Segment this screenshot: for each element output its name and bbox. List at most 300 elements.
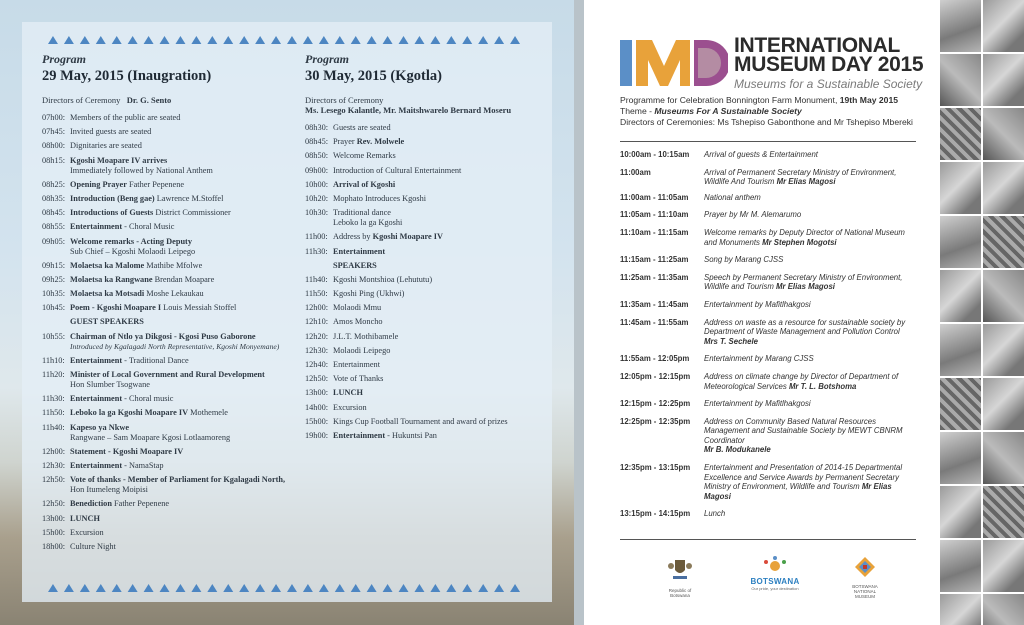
item-desc (333, 151, 545, 161)
program-date: 29 May, 2015 (Inaugration) (42, 68, 212, 84)
item-time: 08h25: (42, 179, 66, 189)
schedule-desc (704, 463, 920, 501)
photo-tile (940, 540, 981, 592)
item-subtext: Introduced by Kgalagadi North Representative, Kgoshi Monyemane) (70, 341, 280, 351)
item-desc (333, 374, 545, 384)
schedule-desc (704, 150, 920, 160)
item-bold: Rev. Molwele (356, 137, 405, 147)
triangle-mark (351, 36, 361, 44)
item-bold: Kapeso ya Nkwe (70, 422, 130, 432)
program-item (42, 113, 292, 123)
triangle-mark (287, 36, 297, 44)
theme-value: Museums For A Sustainable Society (654, 106, 802, 116)
directors-line: Directors of Ceremonies: Ms Tshepiso Gabonthone and Mr Tshepiso Mbereki (620, 117, 913, 127)
schedule-text: Address on Community Based Natural Resources (704, 416, 877, 426)
item-desc (333, 247, 545, 257)
item-desc (333, 123, 545, 133)
schedule-time: 12:35pm - 13:15pm (620, 463, 691, 473)
botswana-wordmark: BOTSWANA (750, 577, 800, 586)
item-text: Kgoshi Ping (Ukhwi) (333, 289, 405, 299)
item-text: Traditional dance (333, 208, 391, 218)
item-desc (333, 332, 545, 342)
schedule-row (620, 318, 920, 347)
triangle-mark (494, 36, 504, 44)
program-date: 30 May, 2015 (Kgotla) (305, 68, 442, 84)
item-time: 11h30: (305, 246, 328, 256)
item-bold: Entertainment (70, 460, 123, 470)
item-time: 08h35: (42, 193, 66, 203)
schedule-line (704, 482, 920, 501)
photo-tile (983, 486, 1024, 538)
item-time: 12h30: (42, 460, 66, 470)
item-desc (333, 194, 545, 204)
program-item (305, 194, 545, 204)
schedule-time: 11:00am - 11:05am (620, 192, 689, 202)
triangle-mark (48, 36, 58, 44)
triangle-mark (144, 36, 154, 44)
schedule-row (620, 210, 920, 220)
item-time: 11h10: (42, 355, 65, 365)
item-subtext: Hon Slumber Tsogwane (70, 380, 150, 389)
triangle-mark (494, 584, 504, 592)
item-time: 08h00: (42, 141, 66, 151)
item-time: 12h30: (305, 345, 329, 355)
item-time: 15h00: (42, 527, 66, 537)
program-item (305, 289, 545, 299)
schedule-line (704, 417, 920, 427)
item-desc (333, 388, 545, 398)
item-desc (333, 346, 545, 356)
item-text: Vote of Thanks (333, 374, 384, 384)
triangle-mark (303, 584, 313, 592)
item-subtext: Sub Chief – Kgoshi Molaodi Leipego (70, 246, 196, 256)
item-text: - Traditional Dance (122, 355, 189, 365)
triangle-mark (399, 36, 409, 44)
schedule-speaker: Mr B. Modukanele (704, 445, 771, 455)
triangle-mark (48, 584, 58, 592)
photo-tile (983, 108, 1024, 160)
photo-tile (940, 108, 981, 160)
item-text: Dignitaries are seated (70, 141, 142, 151)
program-item (42, 542, 292, 552)
item-desc (70, 447, 292, 457)
triangle-pattern (48, 584, 526, 592)
triangle-mark (175, 584, 185, 592)
schedule-desc (704, 255, 920, 265)
triangle-mark (223, 584, 233, 592)
item-time: 09h05: (42, 236, 66, 246)
program-item (42, 208, 292, 218)
programme-date: 19th May 2015 (839, 95, 899, 105)
photo-tile (940, 432, 981, 484)
schedule-line (704, 150, 920, 160)
triangle-mark (510, 584, 520, 592)
coat-of-arms-logo (660, 556, 700, 598)
triangle-mark (80, 36, 90, 44)
program-item (305, 137, 545, 147)
schedule-desc (704, 168, 920, 187)
item-text: Father Pepenene (126, 179, 185, 189)
schedule-row (620, 463, 920, 501)
item-desc (70, 180, 292, 190)
item-text: Moshe Lekaukau (144, 289, 204, 299)
item-bold: Introduction (Beng gae) (70, 193, 155, 203)
theme-line (620, 106, 930, 117)
item-text: Excursion (333, 402, 367, 412)
national-museum-logo (845, 556, 885, 599)
photo-tile (940, 162, 981, 214)
item-bold: Leboko la ga Kgoshi Moapare IV (70, 408, 189, 418)
schedule-text: Coordinator (704, 435, 745, 445)
schedule-row (620, 273, 920, 292)
triangle-mark (175, 36, 185, 44)
program-item (42, 261, 292, 271)
triangle-mark (367, 584, 377, 592)
item-time: 08h55: (42, 222, 66, 232)
item-time: 11h20: (42, 370, 65, 379)
schedule-desc (704, 273, 920, 292)
item-desc (333, 417, 545, 427)
item-desc (70, 332, 292, 352)
item-time: 10h35: (42, 289, 66, 299)
divider (620, 539, 916, 540)
museum-icon (854, 556, 876, 578)
triangle-mark (96, 584, 106, 592)
schedule-line (704, 255, 920, 265)
schedule-speaker: Mr T. L. Botshoma (788, 381, 857, 391)
schedule-time: 12:15pm - 12:25pm (620, 399, 691, 409)
photo-tile (983, 432, 1024, 484)
schedule-line (704, 300, 920, 310)
item-bold: Molaetsa ka Rangwane (70, 274, 153, 284)
item-bold: Welcome remarks - Acting Deputy (70, 236, 192, 246)
triangle-mark (414, 36, 424, 44)
item-text: Lawrence M.Stoffel (154, 193, 224, 203)
item-time: 10h55: (42, 331, 66, 341)
program-items (305, 123, 545, 257)
schedule-line (704, 372, 920, 382)
coat-caption: Republic of Botswana (668, 588, 692, 598)
triangle-mark (144, 584, 154, 592)
item-text: J.L.T. Mothibamele (333, 331, 399, 341)
photo-tile (983, 540, 1024, 592)
triangle-mark (64, 584, 74, 592)
schedule-line (704, 273, 920, 283)
photo-tile (940, 486, 981, 538)
triangle-mark (223, 36, 233, 44)
triangle-mark (112, 36, 122, 44)
program-item (42, 156, 292, 176)
item-text: Introduction of Cultural Entertainment (333, 165, 462, 175)
triangle-border-top (48, 36, 526, 44)
item-desc (333, 137, 545, 147)
triangle-mark (64, 36, 74, 44)
item-desc (333, 166, 545, 176)
item-desc (333, 403, 545, 413)
item-time: 07h45: (42, 127, 66, 137)
schedule-text: Arrival of Permanent Secretary Ministry of Environment, (704, 167, 897, 177)
item-bold: Benediction (70, 499, 112, 509)
program-item (42, 237, 292, 257)
item-bold: Arrival of Kgoshi (333, 179, 396, 189)
schedule-time: 11:15am - 11:25am (620, 255, 689, 265)
triangle-mark (80, 584, 90, 592)
schedule-desc (704, 417, 920, 455)
schedule-line (704, 318, 920, 328)
schedule-time: 11:55am - 12:05pm (620, 354, 690, 364)
program-item (42, 423, 292, 443)
item-text: Father Pepenene (111, 499, 170, 509)
item-bold: Molaetsa ka Malome (70, 260, 145, 270)
program-item (42, 303, 292, 313)
item-desc (70, 303, 292, 313)
item-desc (70, 356, 292, 366)
schedule-row (620, 300, 920, 310)
photo-tile (940, 594, 981, 625)
program-label: Program (305, 52, 350, 66)
item-time: 11h50: (42, 408, 65, 418)
program-item (42, 180, 292, 190)
schedule-row (620, 372, 920, 391)
item-time: 10h45: (42, 303, 66, 313)
triangle-mark (462, 36, 472, 44)
triangle-mark (478, 36, 488, 44)
triangle-mark (207, 584, 217, 592)
triangle-mark (351, 584, 361, 592)
item-time: 11h30: (42, 394, 65, 404)
directors-name: Dr. G. Sento (126, 95, 172, 105)
schedule-line (704, 509, 920, 519)
schedule-row (620, 150, 920, 160)
program-item (305, 388, 545, 398)
divider (620, 141, 916, 142)
schedule-text: Speech by Permanent Secretary Ministry of Environment, (704, 272, 903, 282)
item-desc (70, 156, 292, 176)
imd-logo (620, 38, 728, 88)
item-desc (333, 208, 545, 228)
item-desc (333, 431, 545, 441)
schedule-row (620, 255, 920, 265)
schedule-speaker: Mr Elias Magosi (704, 482, 892, 501)
programme-line (620, 95, 930, 106)
item-text: Mathibe Mfolwe (144, 260, 203, 270)
triangle-mark (271, 36, 281, 44)
item-text: Kgoshi Montshioa (Lehututu) (333, 274, 433, 284)
program-item (42, 141, 292, 151)
item-text: Molaodi Leipego (333, 345, 391, 355)
section-heading: GUEST SPEAKERS (70, 317, 144, 327)
schedule-desc (704, 210, 920, 220)
item-subtext: Immediately followed by National Anthem (70, 165, 213, 175)
schedule-speaker: Mrs T. Sechele (704, 336, 759, 346)
program-item (42, 127, 292, 137)
item-bold: Entertainment (70, 355, 123, 365)
triangle-mark (430, 36, 440, 44)
program-item (305, 180, 545, 190)
item-time: 11h50: (305, 289, 328, 299)
triangle-mark (207, 36, 217, 44)
schedule-desc (704, 354, 920, 364)
schedule-text: Entertainment by Marang CJSS (704, 354, 814, 364)
photo-tile (940, 54, 981, 106)
schedule-time: 12:25pm - 12:35pm (620, 416, 691, 426)
schedule-row (620, 399, 920, 409)
item-desc (70, 127, 292, 137)
item-desc (333, 180, 545, 190)
photo-tile (983, 0, 1024, 52)
photo-tile (940, 270, 981, 322)
item-time: 12h00: (305, 303, 329, 313)
item-time: 10h20: (305, 193, 329, 203)
schedule-text: Lunch (704, 509, 726, 519)
triangle-mark (367, 36, 377, 44)
program-item (42, 370, 292, 390)
item-desc (70, 408, 292, 418)
triangle-mark (319, 36, 329, 44)
item-text: Prayer (333, 137, 357, 147)
item-time: 07h00: (42, 113, 66, 122)
item-time: 09h15: (42, 260, 66, 270)
triangle-border-bottom (48, 584, 526, 592)
schedule-line (704, 177, 920, 187)
program-item (305, 346, 545, 356)
schedule-desc (704, 193, 920, 203)
item-time: 12h50: (42, 499, 66, 509)
schedule-line (704, 445, 920, 455)
program-item (42, 514, 292, 524)
program-day2 (305, 52, 545, 445)
schedule-text: Song by Marang CJSS (704, 255, 784, 265)
schedule-line (704, 282, 920, 292)
item-subtext: Hon Itumeleng Moipisi (70, 485, 148, 495)
schedule-speaker: Mr Stephen Mogotsi (762, 237, 837, 247)
item-desc (333, 317, 545, 327)
triangle-mark (239, 36, 249, 44)
item-time: 08h45: (42, 208, 66, 218)
program-item (42, 461, 292, 471)
triangle-mark (478, 584, 488, 592)
triangle-mark (160, 584, 170, 592)
photo-tile (983, 594, 1024, 625)
item-text: Entertainment (333, 360, 380, 369)
item-time: 09h25: (42, 274, 66, 284)
item-desc (333, 275, 545, 285)
directors-name: Ms. Lesego Kalantle, Mr. Maitshwarelo Bernard Moseru (305, 105, 512, 115)
item-time: 12h20: (305, 331, 329, 341)
item-bold: Statement - Kgoshi Moapare IV (70, 446, 184, 456)
schedule-text: Department of Waste Management and Pollution Control (704, 327, 900, 337)
triangle-mark (383, 584, 393, 592)
schedule-row (620, 354, 920, 364)
schedule-text: Wildlife And Tourism (704, 177, 777, 187)
item-time: 13h00: (42, 513, 66, 523)
item-bold: Entertainment (70, 222, 123, 232)
item-desc (70, 461, 292, 471)
photo-tile (983, 162, 1024, 214)
item-text: Molaodi Mmu (333, 303, 382, 313)
programme-text: Programme for Celebration Bonnington Farm Monument, (620, 95, 840, 105)
schedule-line (704, 327, 920, 337)
schedule-time: 11:35am - 11:45am (620, 299, 689, 309)
program-item (42, 356, 292, 366)
schedule-text: Entertainment by Mafitlhakgosi (704, 299, 811, 309)
schedule-time: 12:05pm - 12:15pm (620, 371, 691, 381)
item-desc (70, 194, 292, 204)
directors-label: Directors of Ceremony (305, 95, 384, 105)
item-time: 09h00: (305, 165, 329, 175)
item-text: Brendan Moapare (152, 274, 215, 284)
program-item (42, 528, 292, 538)
event-title (734, 36, 923, 74)
triangle-mark (383, 36, 393, 44)
photo-tile (983, 216, 1024, 268)
item-desc (333, 303, 545, 313)
item-time: 08h50: (305, 151, 329, 161)
schedule-text: Prayer by Mr M. Alemarumo (704, 210, 802, 220)
schedule-time: 10:00am - 10:15am (620, 150, 690, 159)
schedule-line (704, 354, 920, 364)
triangle-mark (191, 584, 201, 592)
photo-tile (983, 324, 1024, 376)
section-heading: SPEAKERS (333, 260, 377, 270)
item-desc (70, 113, 292, 123)
item-time: 15h00: (305, 416, 329, 426)
item-desc (70, 141, 292, 151)
schedule-list (620, 150, 920, 519)
item-time: 10h00: (305, 179, 329, 189)
item-desc (70, 394, 292, 404)
directors-line (42, 95, 292, 105)
schedule-row (620, 417, 920, 455)
program-item (305, 151, 545, 161)
item-text: Mothemele (188, 408, 228, 418)
item-time: 12h00: (42, 446, 66, 456)
program-item (305, 303, 545, 313)
triangle-mark (128, 36, 138, 44)
item-desc (333, 232, 545, 242)
item-bold: Kgoshi Moapare IV (372, 232, 444, 242)
item-time: 19h00: (305, 430, 329, 440)
schedule-time: 13:15pm - 14:15pm (620, 509, 691, 519)
item-text: Culture Night (70, 541, 116, 551)
title-line-2: MUSEUM DAY 2015 (734, 53, 924, 76)
triangle-mark (446, 36, 456, 44)
triangle-mark (335, 584, 345, 592)
triangle-mark (271, 584, 281, 592)
item-desc (70, 261, 292, 271)
schedule-row (620, 228, 920, 247)
right-page (584, 0, 1024, 625)
item-text: Invited guests are seated (70, 127, 152, 137)
item-desc (333, 360, 545, 370)
program-item (305, 360, 545, 370)
schedule-line (704, 473, 920, 483)
triangle-mark (160, 36, 170, 44)
schedule-line (704, 426, 920, 436)
item-time: 11h00: (305, 232, 328, 242)
item-text: Louis Messiah Stoffel (161, 303, 237, 313)
schedule-text: Arrival of guests & Entertainment (704, 150, 818, 159)
program-item (305, 208, 545, 228)
item-time: 12h50: (42, 475, 66, 485)
schedule-text: Excellence and Service Awards by Permanent Secretary (704, 472, 900, 482)
theme-label: Theme - (620, 106, 655, 116)
item-bold: Vote of thanks - Member of Parliament for Kgalagadi North, (70, 475, 286, 485)
schedule-line (704, 399, 920, 409)
schedule-speaker: Mr Elias Magosi (776, 177, 836, 187)
program-item (42, 394, 292, 404)
triangle-mark (510, 36, 520, 44)
